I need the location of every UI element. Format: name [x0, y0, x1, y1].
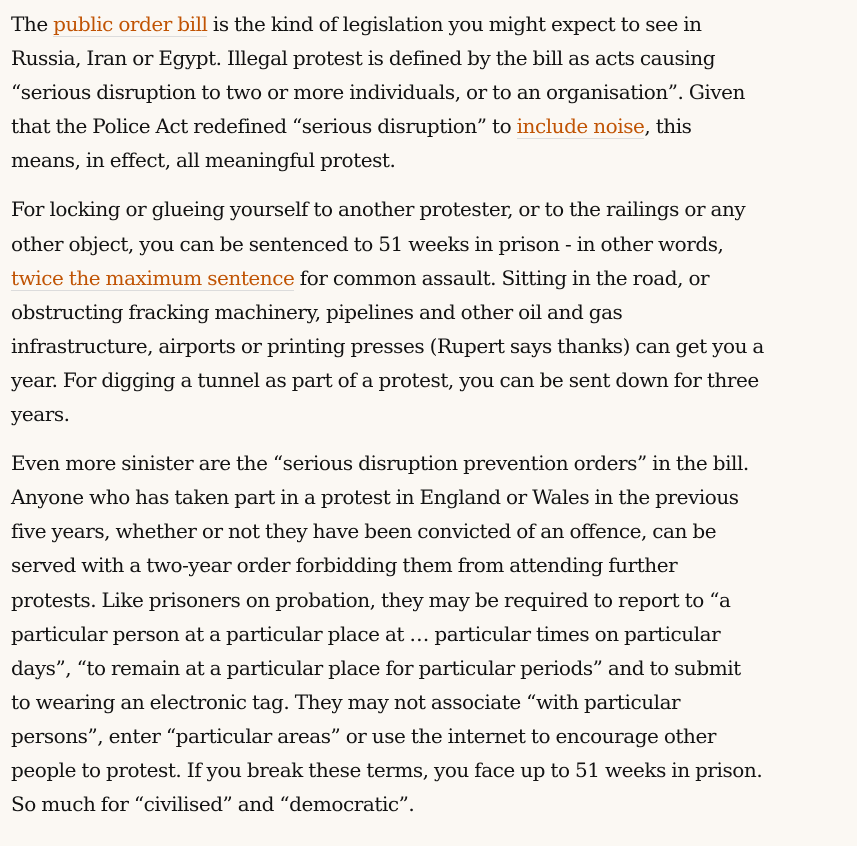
text-line: [11, 295, 857, 329]
text-run: For locking or glueing yourself to another protester, or to the railings or any: [11, 197, 746, 222]
text-line: [11, 787, 857, 821]
inline-link[interactable]: public order bill: [53, 12, 208, 36]
text-run: means, in effect, all meaningful protest.: [11, 148, 396, 173]
text-run: protests. Like prisoners on probation, they may be required to report to “a: [11, 587, 731, 612]
text-line: [11, 363, 857, 397]
text-run: obstructing fracking machinery, pipelines and other oil and gas: [11, 299, 623, 324]
text-run: particular person at a particular place at … particular times on particular: [11, 621, 721, 646]
text-run: So much for “civilised” and “democratic”.: [11, 792, 415, 817]
text-run: year. For digging a tunnel as part of a protest, you can be sent down for three: [11, 367, 759, 392]
text-run: The: [11, 12, 54, 36]
text-line: [11, 192, 857, 226]
text-run: other object, you can be sentenced to 51 weeks in prison - in other words,: [11, 231, 724, 256]
text-line: [11, 109, 857, 143]
text-run: “serious disruption to two or more individuals, or to an organisation”. Given: [11, 80, 745, 105]
text-run: people to protest. If you break these terms, you face up to 51 weeks in prison.: [11, 757, 763, 782]
text-line: [11, 41, 857, 75]
text-line: [11, 143, 857, 177]
text-run: served with a two-year order forbidding them from attending further: [11, 553, 678, 578]
article-paragraph-2: [11, 192, 857, 431]
text-run: years.: [11, 402, 70, 427]
text-run: that the Police Act redefined “serious disruption” to: [11, 114, 517, 139]
article-paragraph-1: [11, 7, 857, 177]
text-line: [11, 651, 857, 685]
text-line: [11, 753, 857, 787]
text-run: , this: [644, 114, 692, 139]
text-run: infrastructure, airports or printing presses (Rupert says thanks) can get you a: [11, 333, 764, 358]
text-line: [11, 7, 857, 41]
text-line: [11, 514, 857, 548]
text-run: is the kind of legislation you might expect to see in: [207, 12, 702, 36]
text-run: Russia, Iran or Egypt. Illegal protest is defined by the bill as acts causing: [11, 46, 716, 71]
text-line: [11, 261, 857, 295]
text-line: [11, 583, 857, 617]
inline-link[interactable]: include noise: [516, 114, 645, 139]
inline-link[interactable]: twice the maximum sentence: [11, 265, 295, 290]
text-line: [11, 329, 857, 363]
text-run: five years, whether or not they have been convicted of an offence, can be: [11, 519, 717, 544]
text-line: [11, 75, 857, 109]
text-run: to wearing an electronic tag. They may not associate “with particular: [11, 689, 681, 714]
text-run: persons”, enter “particular areas” or use the internet to encourage other: [11, 723, 716, 748]
text-line: [11, 548, 857, 582]
text-run: Anyone who has taken part in a protest in England or Wales in the previous: [11, 485, 739, 510]
text-line: [11, 227, 857, 261]
text-line: [11, 397, 857, 431]
text-line: [11, 480, 857, 514]
text-line: [11, 446, 857, 480]
text-line: [11, 617, 857, 651]
text-run: Even more sinister are the “serious disruption prevention orders” in the bill.: [11, 451, 749, 476]
article-paragraph-3: [11, 446, 857, 821]
text-run: days”, “to remain at a particular place for particular periods” and to submit: [11, 655, 741, 680]
text-run: for common assault. Sitting in the road, or: [294, 265, 710, 290]
text-line: [11, 719, 857, 753]
text-line: [11, 685, 857, 719]
